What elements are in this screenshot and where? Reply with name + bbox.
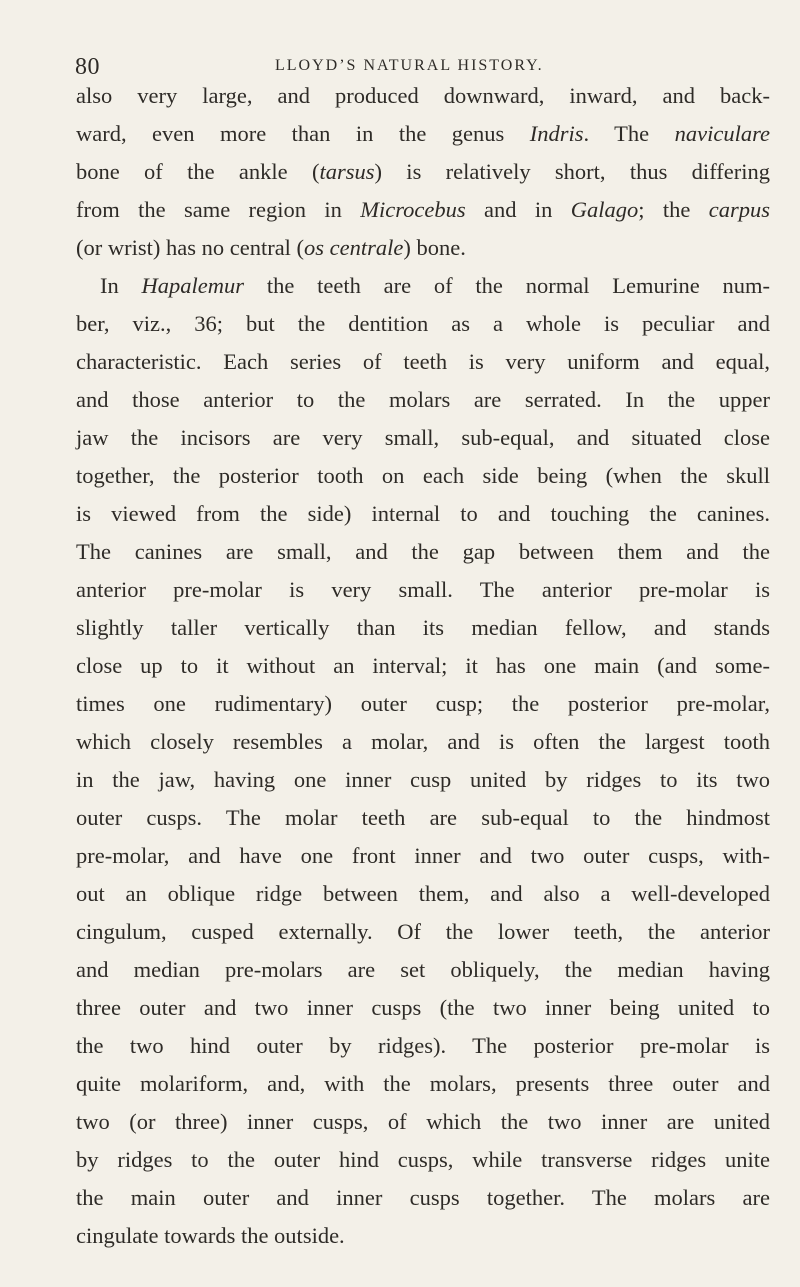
text-line: (or wrist) has no central (os centrale) bone. (76, 235, 466, 260)
text-line: by ridges to the outer hind cusps, while transverse ridges unite (76, 1147, 770, 1172)
italic-term: carpus (708, 197, 770, 222)
italic-term: Hapalemur (141, 273, 245, 298)
text-line: slightly taller vertically than its median fellow, and stands (76, 615, 770, 640)
text-line: together, the posterior tooth on each side being (when the skull (76, 463, 770, 488)
text-line: jaw the incisors are very small, sub-equal, and situated close (76, 425, 770, 450)
italic-term: Indris (529, 121, 584, 146)
text-line: in the jaw, having one inner cusp united by ridges to its two (76, 767, 770, 792)
text-line: is viewed from the side) internal to and touching the canines. (76, 501, 770, 526)
italic-term: os centrale (304, 235, 404, 260)
paragraph-start-line: In Hapalemur the teeth are of the normal Lemurine num- (100, 273, 770, 298)
text-line: out an oblique ridge between them, and also a well-developed (76, 881, 770, 906)
text-line: cingulum, cusped externally. Of the lower teeth, the anterior (76, 919, 770, 944)
text-line: and those anterior to the molars are serrated. In the upper (76, 387, 770, 412)
text-line: two (or three) inner cusps, of which the two inner are united (76, 1109, 770, 1134)
text-line: from the same region in Microcebus and in Galago; the carpus (76, 197, 770, 222)
text-line: The canines are small, and the gap between them and the (76, 539, 770, 564)
text-line: anterior pre-molar is very small. The anterior pre-molar is (76, 577, 770, 602)
text-line: and median pre-molars are set obliquely, the median having (76, 957, 770, 982)
body-text (76, 77, 770, 1255)
text-line: bone of the ankle (tarsus) is relatively short, thus differing (76, 159, 770, 184)
page-number: 80 (75, 54, 100, 80)
text-line: quite molariform, and, with the molars, presents three outer and (76, 1071, 770, 1096)
text-line: ber, viz., 36; but the dentition as a whole is peculiar and (76, 311, 770, 336)
text-line: characteristic. Each series of teeth is very uniform and equal, (76, 349, 770, 374)
text-line: outer cusps. The molar teeth are sub-equal to the hindmost (76, 805, 770, 830)
text-line: the main outer and inner cusps together. The molars are (76, 1185, 770, 1210)
text-line: which closely resembles a molar, and is often the largest tooth (76, 729, 770, 754)
italic-term: Galago (570, 197, 639, 222)
text-line: close up to it without an interval; it has one main (and some- (76, 653, 770, 678)
text-line: also very large, and produced downward, inward, and back- (76, 83, 770, 108)
italic-term: Microcebus (360, 197, 466, 222)
text-line: times one rudimentary) outer cusp; the posterior pre-molar, (76, 691, 770, 716)
text-line: pre-molar, and have one front inner and two outer cusps, with- (76, 843, 770, 868)
running-title: LLOYD’S NATURAL HISTORY. (275, 57, 544, 74)
text-line: cingulate towards the outside. (76, 1223, 345, 1248)
italic-term: naviculare (674, 121, 771, 146)
text-line: ward, even more than in the genus Indris. The naviculare (76, 121, 771, 146)
text-line: three outer and two inner cusps (the two inner being united to (76, 995, 770, 1020)
text-line: the two hind outer by ridges). The posterior pre-molar is (76, 1033, 770, 1058)
italic-term: tarsus (319, 159, 375, 184)
